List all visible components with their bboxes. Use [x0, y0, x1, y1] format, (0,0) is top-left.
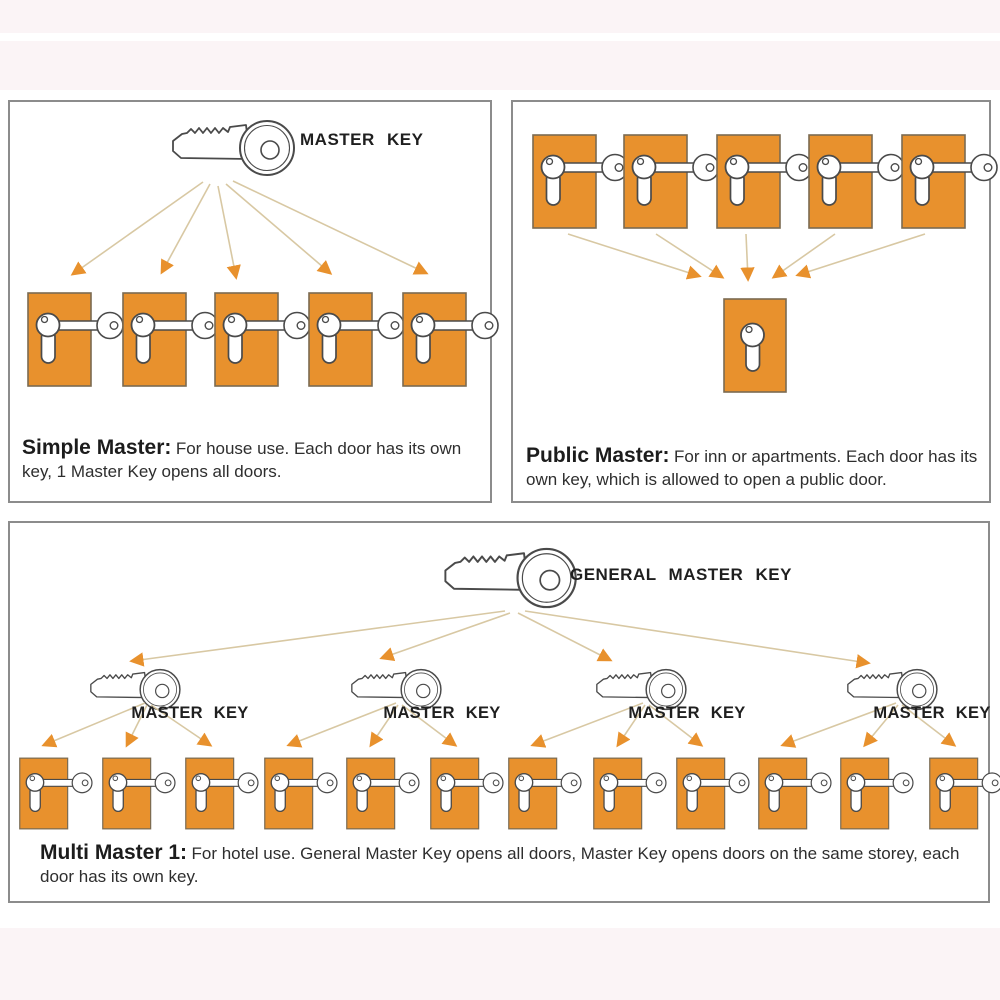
door-lock-icon	[509, 758, 581, 829]
door-lock-icon	[809, 135, 904, 228]
public-door-icon	[724, 299, 786, 392]
simple-master-body: For house use. Each door has its own key, 1 Master Key opens all doors.	[22, 439, 462, 482]
top-strip	[0, 0, 1000, 33]
master-key-label-1: MASTER KEY	[131, 704, 249, 722]
top-strip-2	[0, 41, 1000, 90]
multi-master-heading: Multi Master 1:	[40, 841, 188, 864]
arrow-gmk-to-mk3	[518, 613, 610, 660]
public-master-caption	[526, 442, 978, 492]
master-key-label: MASTER KEY	[300, 130, 424, 149]
door-lock-icon	[677, 758, 749, 829]
door-lock-icon	[841, 758, 913, 829]
arrow-master-to-door-4	[226, 184, 330, 273]
multi-master-body: For hotel use. General Master Key opens all doors, Master Key opens doors on the same storey, each door has its own key.	[40, 844, 960, 887]
arrow-master-to-door-1	[73, 182, 203, 274]
master-key-icon	[173, 121, 294, 175]
door-lock-icon	[347, 758, 419, 829]
public-master-body: For inn or apartments. Each door has its own key, which is allowed to open a public door.	[526, 447, 978, 490]
arrow-master-to-door-5	[233, 181, 426, 273]
master-key-label-3: MASTER KEY	[628, 704, 746, 722]
door-lock-icon	[624, 135, 719, 228]
door-lock-icon	[930, 758, 1000, 829]
arrow-master-to-door-3	[218, 186, 236, 277]
door-lock-icon	[594, 758, 666, 829]
arrow-gmk-to-mk2	[382, 613, 510, 658]
door-lock-icon	[309, 293, 404, 386]
arrow-door3-to-public	[746, 234, 748, 279]
arrow-gmk-to-mk4	[525, 611, 868, 663]
master-key-label-4: MASTER KEY	[873, 704, 991, 722]
multi-master-caption	[40, 839, 970, 889]
door-lock-icon	[28, 293, 123, 386]
door-lock-icon	[103, 758, 175, 829]
door-lock-icon	[215, 293, 310, 386]
arrow-door4-to-public	[774, 234, 835, 277]
master-key-label-2: MASTER KEY	[383, 704, 501, 722]
general-master-key-label: GENERAL MASTER KEY	[570, 565, 792, 584]
door-lock-icon	[431, 758, 503, 829]
multi-master-panel	[8, 521, 990, 903]
public-master-heading: Public Master:	[526, 444, 670, 467]
public-master-panel	[511, 100, 991, 503]
door-lock-icon	[533, 135, 628, 228]
door-lock-icon	[186, 758, 258, 829]
bottom-strip	[0, 928, 1000, 1000]
door-lock-icon	[265, 758, 337, 829]
door-lock-icon	[20, 758, 92, 829]
arrow-door5-to-public	[798, 234, 925, 275]
door-lock-icon	[403, 293, 498, 386]
arrow-gmk-to-mk1	[132, 611, 505, 661]
arrow-door1-to-public	[568, 234, 699, 276]
door-lock-icon	[123, 293, 218, 386]
door-lock-icon	[759, 758, 831, 829]
simple-master-heading: Simple Master:	[22, 436, 172, 459]
simple-master-caption	[22, 434, 484, 484]
simple-master-panel	[8, 100, 492, 503]
door-lock-icon	[717, 135, 812, 228]
arrow-door2-to-public	[656, 234, 722, 277]
general-master-key-icon	[445, 549, 575, 607]
door-lock-icon	[902, 135, 997, 228]
arrow-master-to-door-2	[162, 184, 210, 272]
